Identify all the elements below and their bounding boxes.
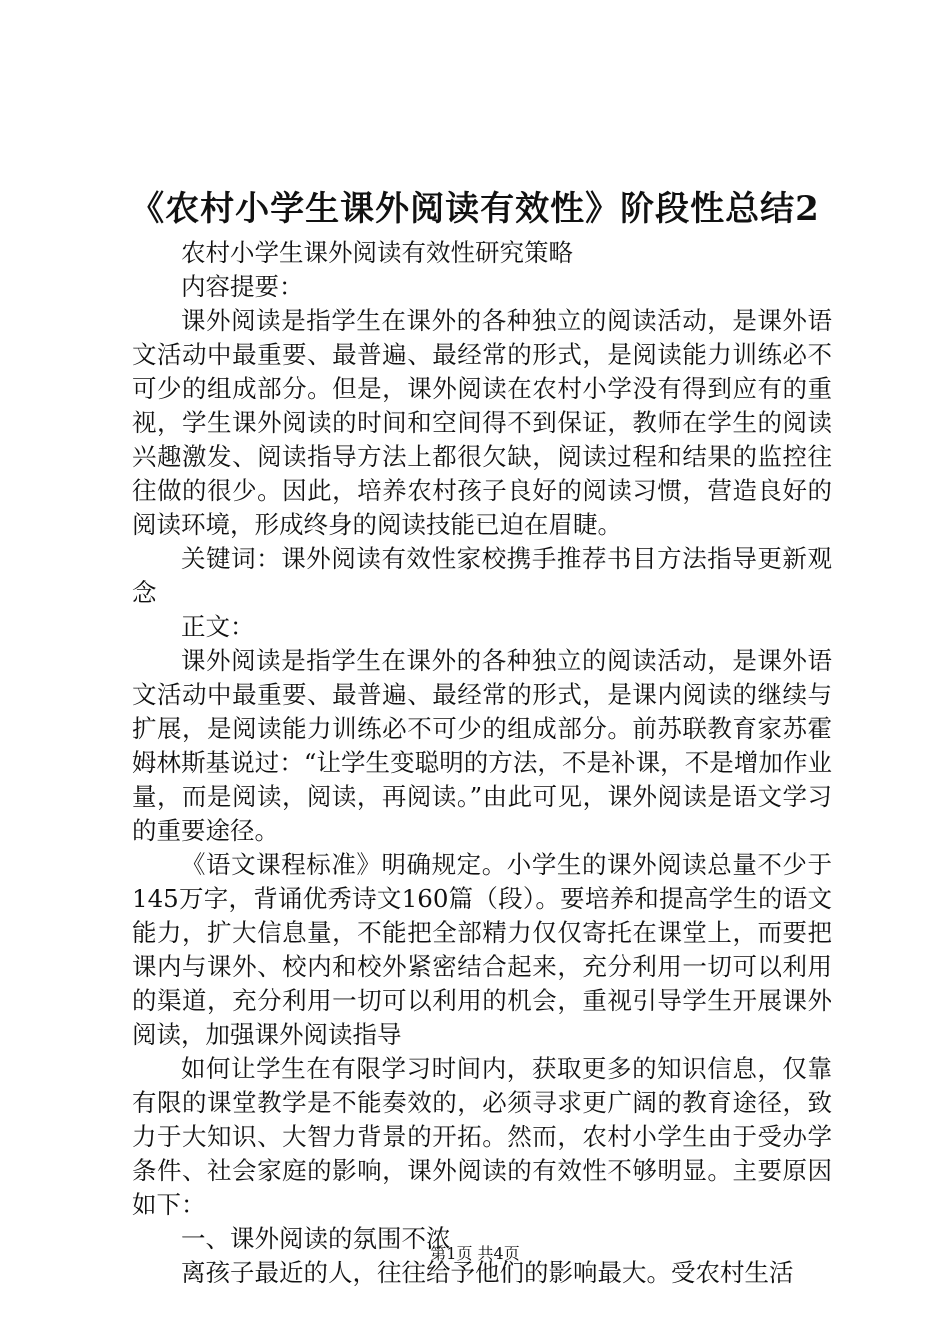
- abstract-paragraph: 课外阅读是指学生在课外的各种独立的阅读活动，是课外语文活动中最重要、最普遍、最经常的形式，是阅读能力训练必不可少的组成部分。但是，课外阅读在农村小学没有得到应有的重视，学生课外阅读的时间和空间得不到保证，教师在学生的阅读兴趣激发、阅读指导方法上都很欠缺，阅读过程和结果的监控往往做的很少。因此，培养农村孩子良好的阅读习惯，营造良好的阅读环境，形成终身的阅读技能已迫在眉睫。: [132, 306, 832, 539]
- document-title: 《农村小学生课外阅读有效性》阶段性总结2: [130, 189, 820, 229]
- keywords-paragraph: 关键词：课外阅读有效性家校携手推荐书目方法指导更新观念: [132, 544, 832, 607]
- page-number-footer: 第1页 共4页: [430, 1244, 520, 1263]
- document-body: [132, 236, 832, 1290]
- subtitle-paragraph: 农村小学生课外阅读有效性研究策略: [181, 238, 573, 267]
- abstract-heading: 内容提要：: [181, 272, 304, 301]
- body-paragraph: 如何让学生在有限学习时间内，获取更多的知识信息，仅靠有限的课堂教学是不能奏效的，必须寻求更广阔的教育途径，致力于大知识、大智力背景的开拓。然而，农村小学生由于受办学条件、社会家庭的影响，课外阅读的有效性不够明显。主要原因如下：: [132, 1054, 832, 1219]
- body-paragraph: 《语文课程标准》明确规定。小学生的课外阅读总量不少于145万字，背诵优秀诗文160篇（段）。要培养和提高学生的语文能力，扩大信息量，不能把全部精力仅仅寄托在课堂上，而要把课内与课外、校内和校外紧密结合起来，充分利用一切可以利用的渠道，充分利用一切可以利用的机会，重视引导学生开展课外阅读，加强课外阅读指导: [132, 850, 832, 1049]
- body-paragraph: 课外阅读是指学生在课外的各种独立的阅读活动，是课外语文活动中最重要、最普遍、最经常的形式，是课内阅读的继续与扩展，是阅读能力训练必不可少的组成部分。前苏联教育家苏霍姆林斯基说过：“让学生变聪明的方法，不是补课，不是增加作业量，而是阅读，阅读，再阅读。”由此可见，课外阅读是语文学习的重要途径。: [132, 646, 832, 845]
- section-heading: 一、课外阅读的氛围不浓: [181, 1224, 451, 1253]
- body-paragraph: 离孩子最近的人，往往给予他们的影响最大。受农村生活: [181, 1258, 794, 1287]
- main-text-heading: 正文：: [181, 612, 255, 641]
